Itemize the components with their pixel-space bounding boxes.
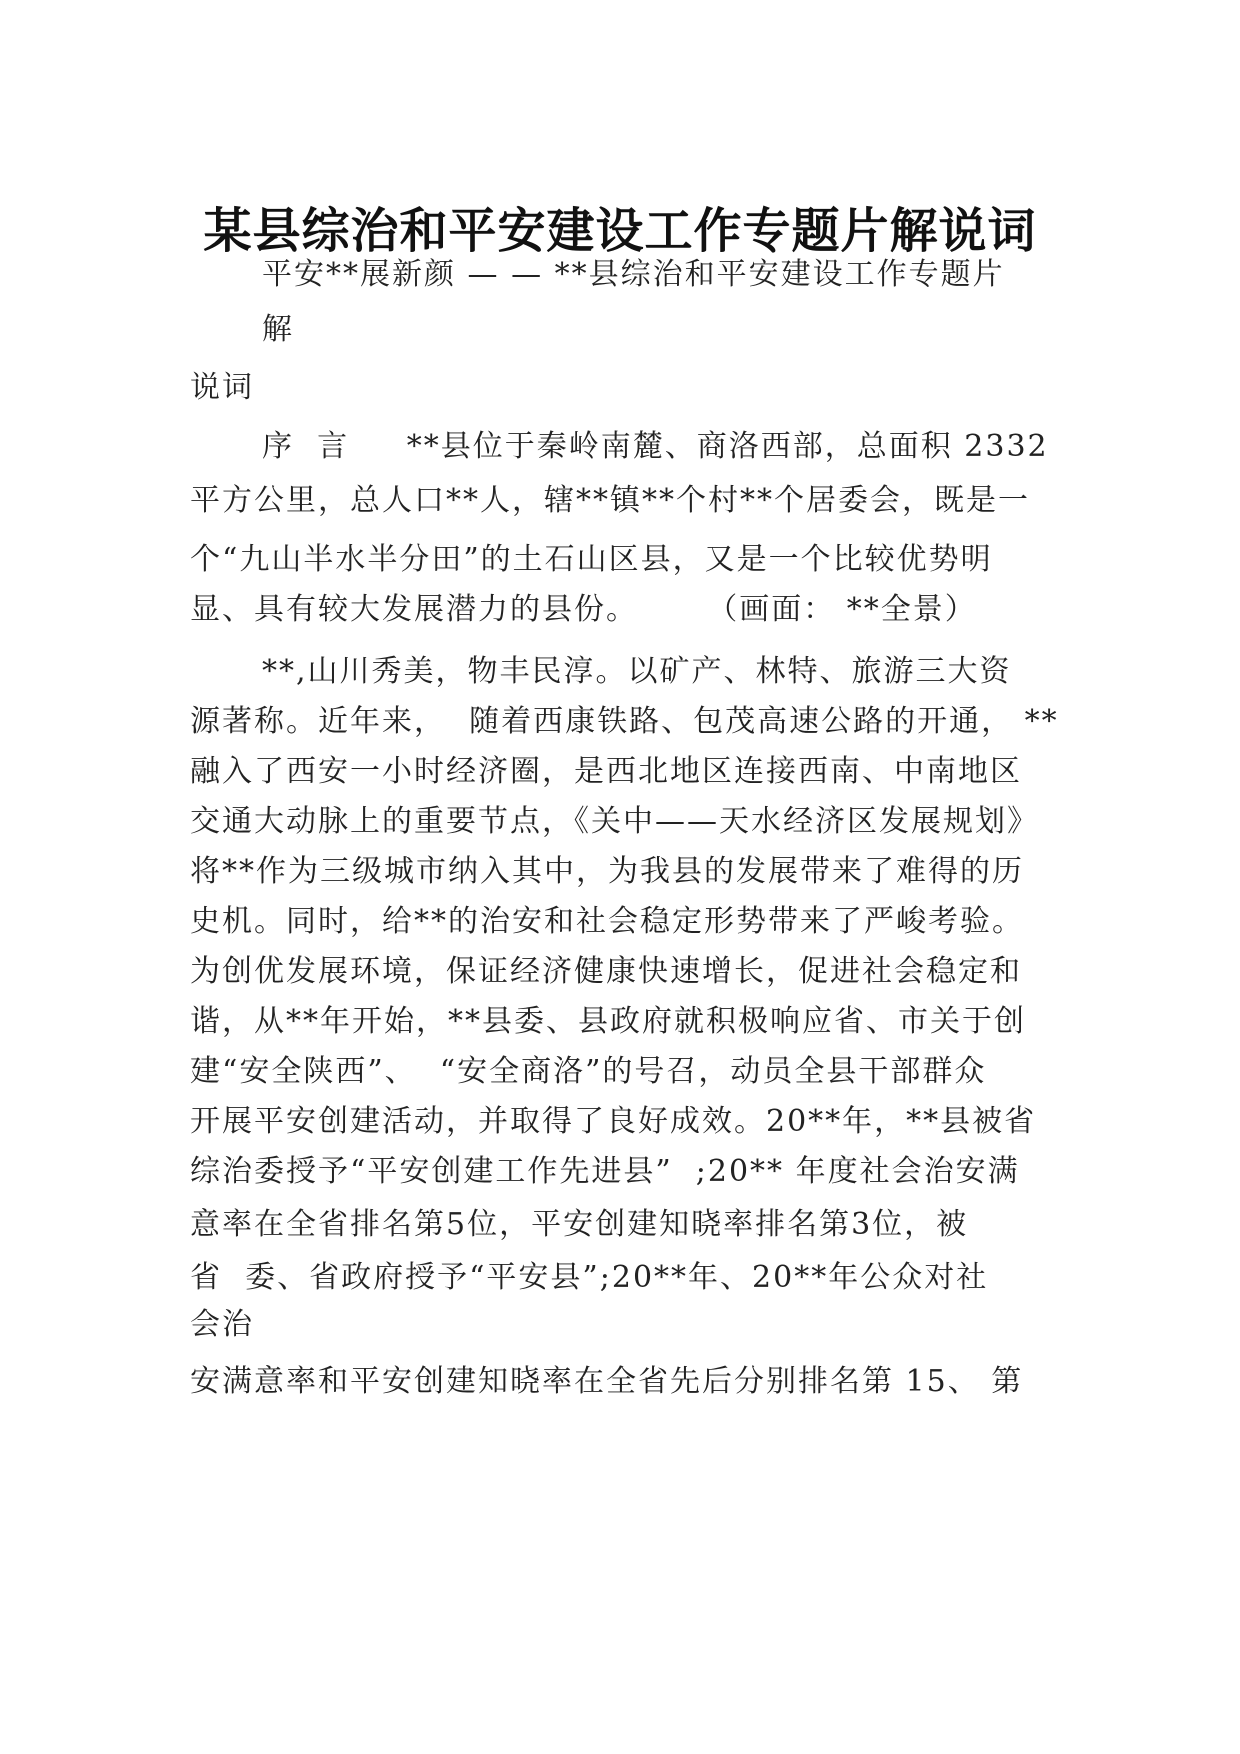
paragraph-line: 融入了西安一小时经济圈，是西北地区连接西南、中南地区: [190, 754, 1022, 789]
paragraph-line: 交通大动脉上的重要节点，《关中——天水经济区发展规划》: [190, 804, 1039, 839]
paragraph-line: 综治委授予“平安创建工作先进县” ;20** 年度社会治安满: [190, 1154, 1020, 1189]
paragraph-line: 个“九山半水半分田”的土石山区县，又是一个比较优势明: [190, 542, 993, 577]
paragraph-line: 省 委、省政府授予“平安县”;20**年、20**年公众对社: [190, 1260, 989, 1295]
paragraph-line: 谐，从**年开始，**县委、县政府就积极响应省、市关于创: [190, 1004, 1026, 1039]
paragraph-line: 建“安全陕西”、 “安全商洛”的号召，动员全县干部群众: [190, 1054, 987, 1089]
paragraph-line: 史机。同时，给**的治安和社会稳定形势带来了严峻考验。: [190, 904, 1024, 939]
paragraph-line: 开展平安创建活动，并取得了良好成效。20**年，**县被省: [190, 1104, 1037, 1139]
paragraph-line: **,山川秀美，物丰民淳。以矿产、林特、旅游三大资: [262, 654, 1012, 689]
document-title: 某县综治和平安建设工作专题片解说词: [203, 203, 1037, 259]
paragraph-line: 序 言 **县位于秦岭南麓、商洛西部，总面积 2332: [262, 429, 1049, 464]
subtitle-line-2: 解: [262, 312, 294, 347]
subtitle-line-1: 平安**展新颜 — — **县综治和平安建设工作专题片: [262, 257, 1005, 292]
paragraph-line: 显、具有较大发展潜力的县份。 （画面： **全景）: [190, 592, 977, 627]
paragraph-line: 会治: [190, 1307, 254, 1342]
paragraph-line: 安满意率和平安创建知晓率在全省先后分别排名第 15、 第: [190, 1364, 1024, 1399]
paragraph-line: 将**作为三级城市纳入其中，为我县的发展带来了难得的历: [190, 854, 1024, 889]
paragraph-line: 平方公里，总人口**人，辖**镇**个村**个居委会，既是一: [190, 483, 1030, 518]
paragraph-line: 意率在全省排名第5位，平安创建知晓率排名第3位，被: [190, 1207, 969, 1242]
subtitle-line-3: 说词: [190, 370, 254, 405]
paragraph-line: 源著称。近年来， 随着西康铁路、包茂高速公路的开通， **: [190, 704, 1059, 739]
paragraph-line: 为创优发展环境，保证经济健康快速增长，促进社会稳定和: [190, 954, 1022, 989]
